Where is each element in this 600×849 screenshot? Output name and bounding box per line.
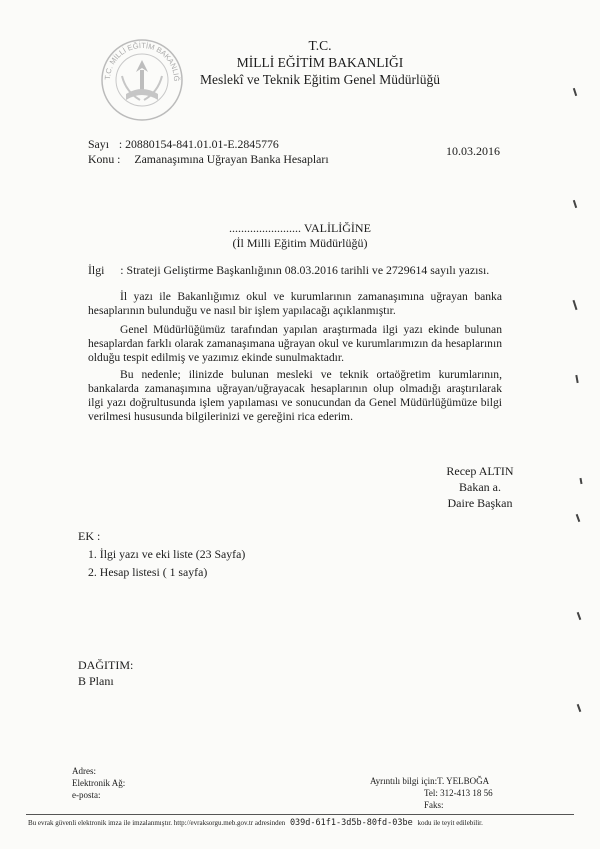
footer-address-label: Adres: [72,766,96,776]
paragraph-2-text: Genel Müdürlüğümüz tarafından yapılan araştırmada ilgi yazı ekinde bulunan hesaplardan farklı olarak zamanaşımana uğrayan okul ve kurumlarımızın da hesaplarının olduğu tespit edilmiş ve yazımız ekinde sunulmaktadır. [88,323,502,364]
konu-label: Konu : [88,152,121,166]
ministry-seal [96,30,188,122]
footer-divider [26,814,574,815]
addressee-title: ........................ VALİLİĞİNE [229,221,371,235]
sayi-label: Sayı [88,137,109,151]
header-directorate: Meslekî ve Teknik Eğitim Genel Müdürlüğü [200,72,440,87]
ilgi-label: İlgi [88,263,105,277]
scan-mark [575,375,578,383]
footer-contact: Ayrıntılı bilgi için:T. YELBOĞA [370,776,490,786]
footer-fax: Faks: [424,800,444,810]
konu-row [88,152,329,167]
signatory-role-2: Daire Başkan [447,496,513,510]
attachment-item-1: 1. İlgi yazı ve eki liste (23 Sayfa) [88,547,246,561]
ilgi-text: : Strateji Geliştirme Başkanlığının 08.03.2016 tarihli ve 2729614 sayılı yazısı. [120,263,490,277]
scan-mark [576,514,581,522]
paragraph-3-text: Bu nedenle; ilinizde bulunan mesleki ve teknik ortaöğretim kurumlarının, bankalarda zamanaşımına uğrayan/uğrayacak hesaplarının olup olmadığı araştırılarak ilgi yazı doğrultusunda işlem yapılaması ve sonucundan da Genel Müdürlüğümüze bilgi verilmesi hususunda bilgilerinizi ve gereğini rica ederim. [88,368,502,423]
addressee-subtitle: (İl Milli Eğitim Müdürlüğü) [232,236,368,250]
verification-suffix: kodu ile teyit edilebilir. [417,819,483,827]
ilgi-row [88,263,489,278]
sayi-row [88,137,279,152]
paragraph-3 [88,368,502,424]
scan-mark [579,478,582,484]
distribution-value: B Planı [78,674,114,688]
konu-value: Zamanaşımına Uğrayan Banka Hesapları [134,152,329,166]
sayi-value: : 20880154-841.01.01-E.2845776 [118,137,279,151]
footer-phone: Tel: 312-413 18 56 [424,788,493,798]
scan-mark [577,704,582,712]
verification-row [28,818,574,828]
scan-mark [577,612,582,620]
attachments-label: EK : [78,529,101,543]
scan-mark [573,300,578,310]
verification-text: Bu evrak güvenli elektronik imza ile imzalanmıştır. http://evraksorgu.meb.gov.tr adresinden [28,819,286,827]
attachment-item-2: 2. Hesap listesi ( 1 sayfa) [88,565,208,579]
paragraph-1 [88,290,502,318]
seal-text: T.C. MİLLİ EĞİTİM BAKANLIĞ [102,40,182,82]
header-tc: T.C. [308,38,332,53]
document-date: 10.03.2016 [446,144,500,158]
scan-mark [573,88,577,96]
paragraph-1-text: İl yazı ile Bakanlığımız okul ve kurumlarının zamanaşımına uğrayan banka hesaplarının bulunduğu ve nasıl bir işlem yapılacağı açıklanmıştır. [88,290,502,317]
footer-network-label: Elektronik Ağ: [72,778,126,788]
verification-code: 039d-61f1-3d5b-80fd-03be [289,818,413,828]
paragraph-2 [88,323,502,365]
signatory-name: Recep ALTIN [446,464,514,478]
footer-email-label: e-posta: [72,790,101,800]
distribution-label: DAĞITIM: [78,658,134,672]
signatory-role-1: Bakan a. [459,480,501,494]
scan-mark [573,200,577,208]
header-ministry: MİLLİ EĞİTİM BAKANLIĞI [236,55,404,70]
svg-text:T.C. MİLLİ EĞİTİM BAKANLIĞI [96,30,181,82]
